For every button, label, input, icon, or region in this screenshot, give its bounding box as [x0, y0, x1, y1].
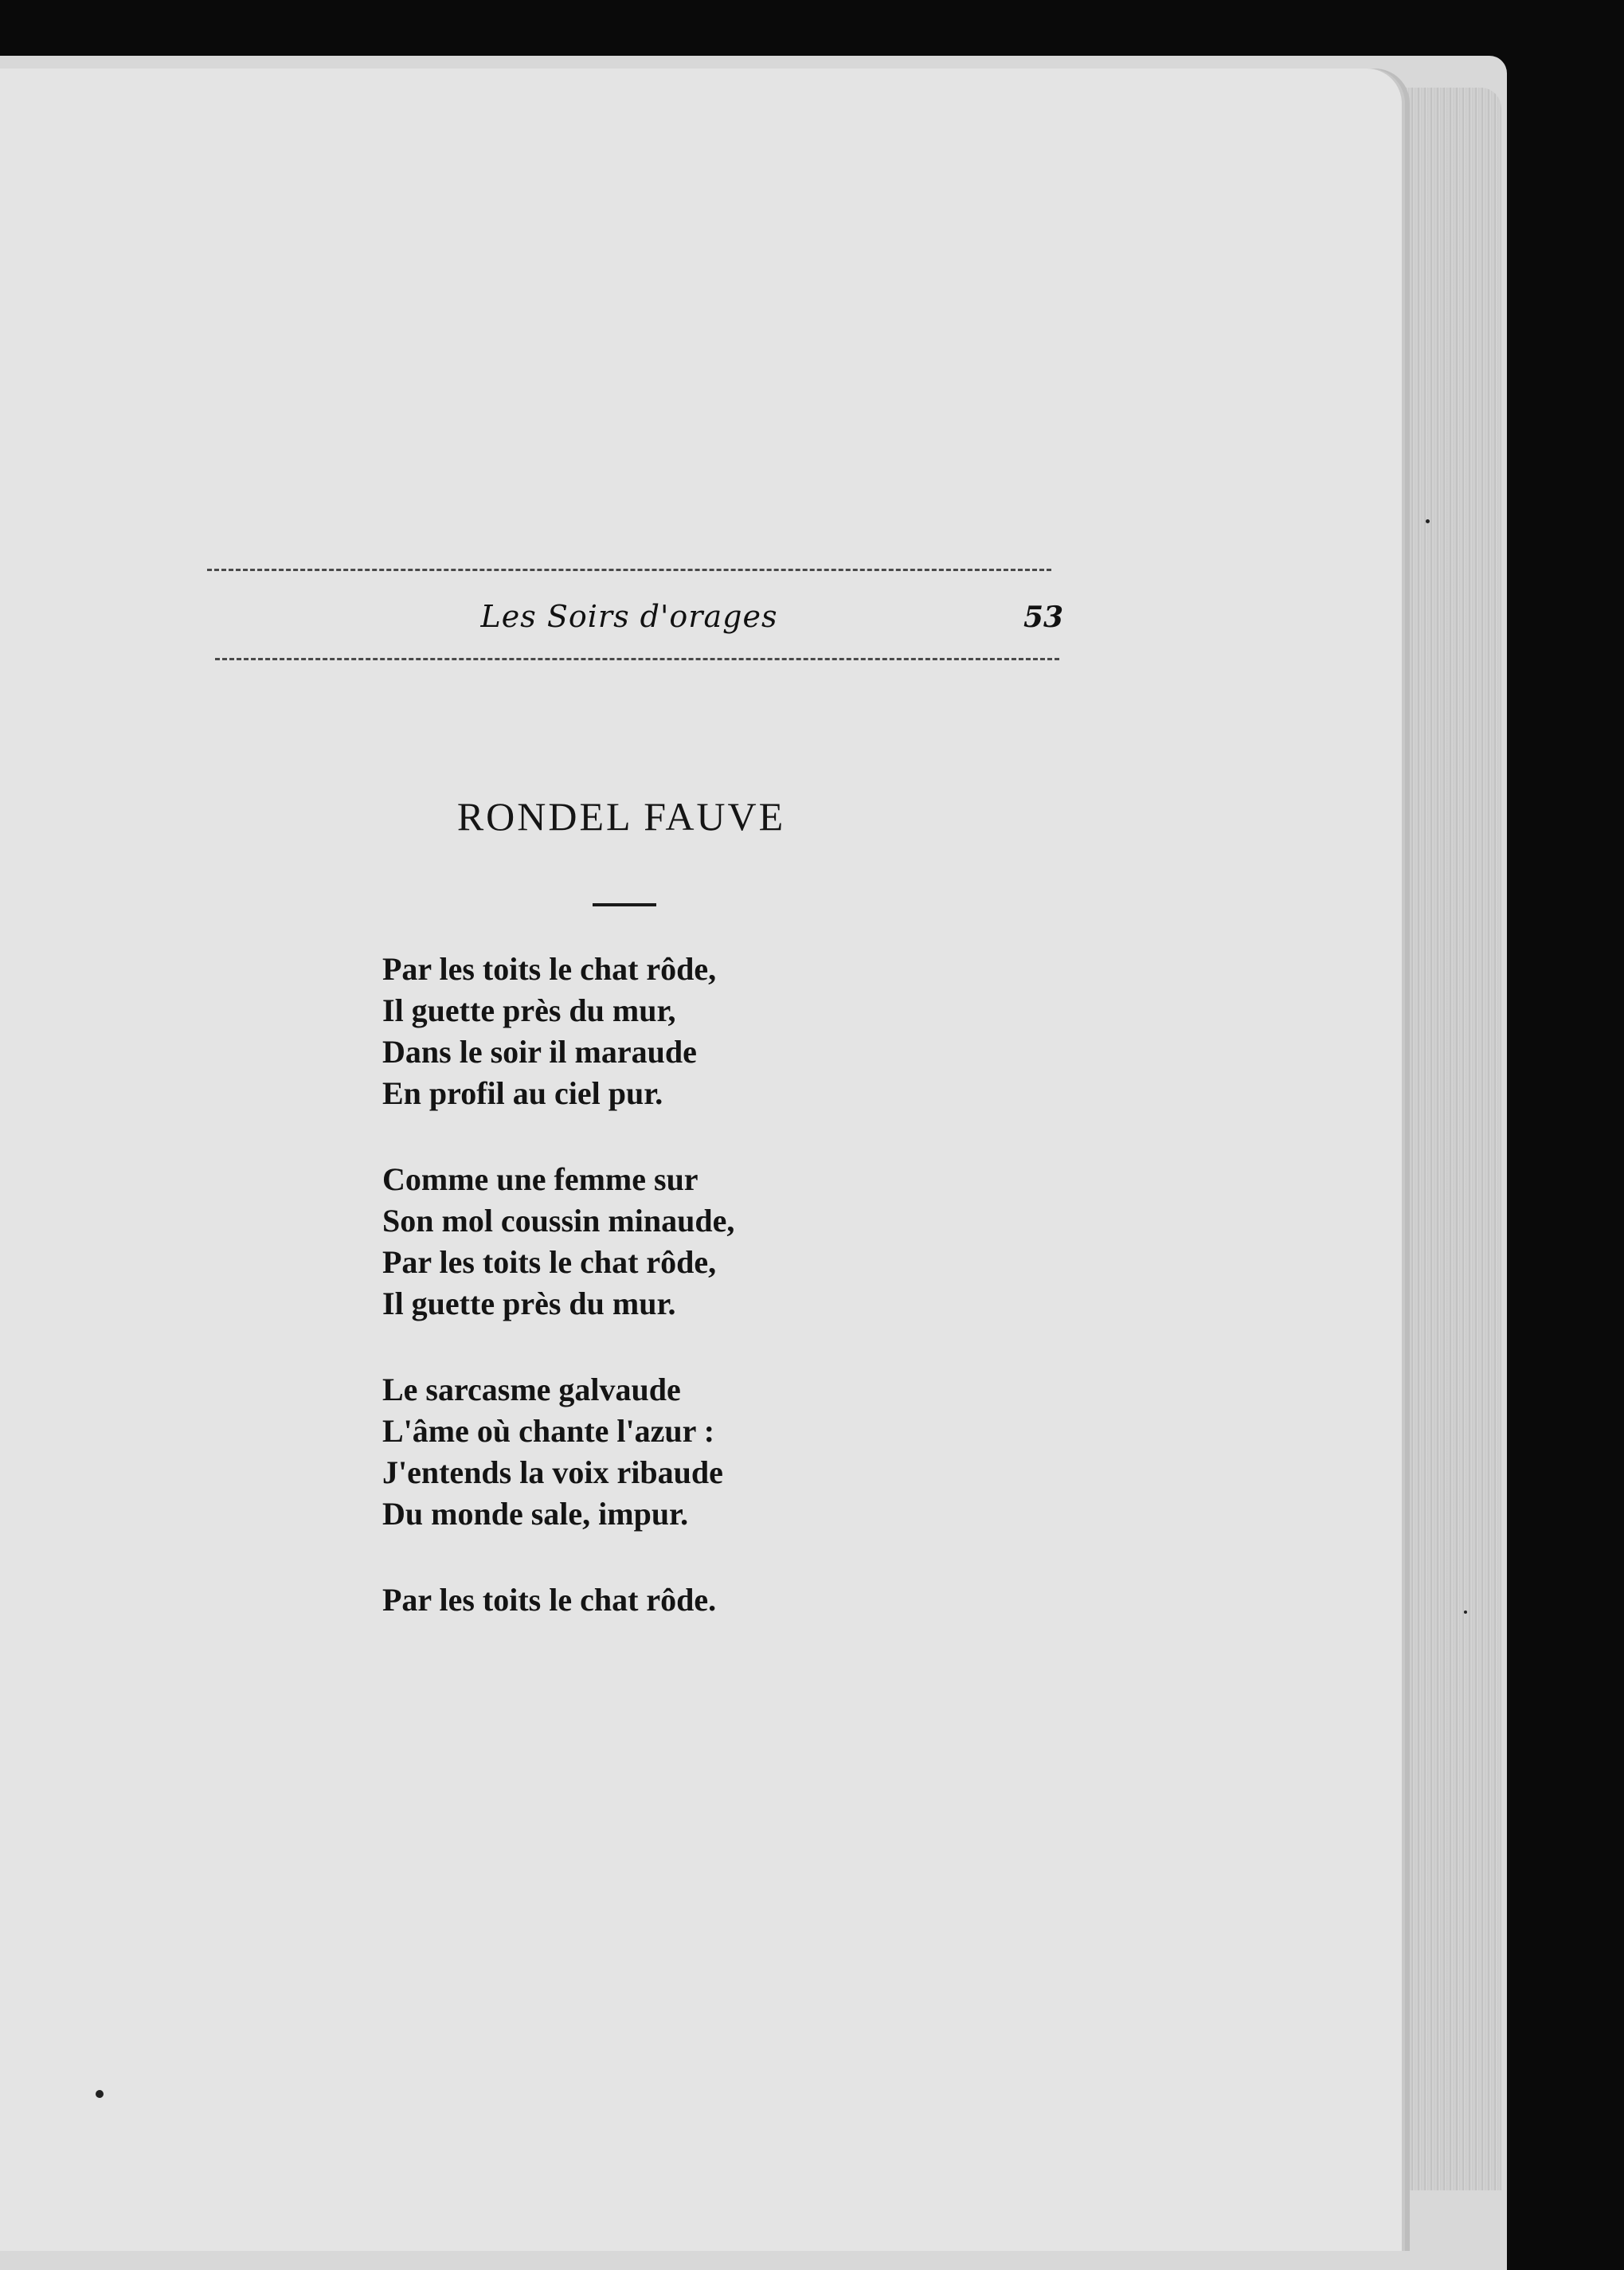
- stanza: [382, 1579, 940, 1621]
- verse-line: Du monde sale, impur.: [382, 1496, 689, 1532]
- page-stack-edge: [1390, 88, 1501, 2190]
- book-page: [0, 68, 1402, 2251]
- verse-line: L'âme où chante l'azur :: [382, 1413, 715, 1449]
- running-head: Les Soirs d'orages: [480, 599, 778, 634]
- verse-line: Comme une femme sur: [382, 1161, 699, 1197]
- poem-body: [382, 949, 940, 1665]
- title-dash-ornament: [593, 903, 656, 906]
- header-rule-top: [207, 569, 1051, 571]
- poem-title: RONDEL FAUVE: [456, 794, 786, 839]
- page-number: 53: [1023, 601, 1064, 634]
- verse-line: Il guette près du mur.: [382, 1286, 676, 1321]
- stanza: [382, 1159, 940, 1325]
- verse-line: Par les toits le chat rôde.: [382, 1582, 717, 1618]
- verse-line: Le sarcasme galvaude: [382, 1372, 681, 1407]
- verse-line: En profil au ciel pur.: [382, 1075, 663, 1111]
- header-rule-bottom: [215, 658, 1059, 660]
- dust-speck: [96, 2090, 104, 2098]
- stanza: [382, 1369, 940, 1535]
- verse-line: Dans le soir il maraude: [382, 1034, 697, 1070]
- dust-speck: [1464, 1611, 1467, 1614]
- dust-speck: [1426, 519, 1430, 523]
- verse-line: Son mol coussin minaude,: [382, 1203, 735, 1239]
- verse-line: Par les toits le chat rôde,: [382, 1244, 717, 1280]
- verse-line: Il guette près du mur,: [382, 992, 676, 1028]
- verse-line: Par les toits le chat rôde,: [382, 951, 717, 987]
- stanza: [382, 949, 940, 1114]
- verse-line: J'entends la voix ribaude: [382, 1454, 723, 1490]
